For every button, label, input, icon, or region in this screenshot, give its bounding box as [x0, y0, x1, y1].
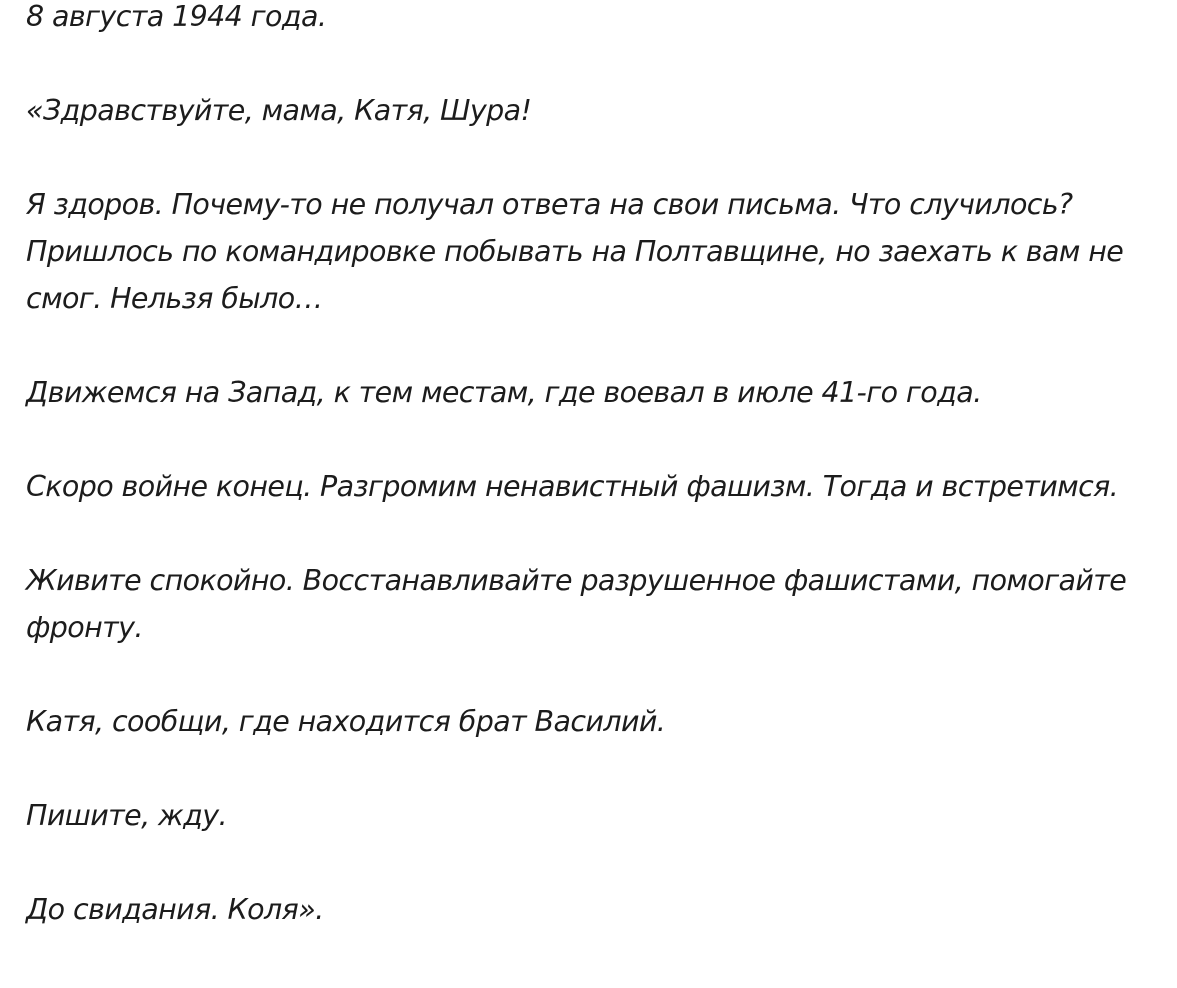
- letter-paragraph-movement: Движемся на Запад, к тем местам, где воевал в июле 41-го года.: [26, 376, 982, 409]
- letter-date: 8 августа 1944 года.: [26, 0, 327, 33]
- letter-paragraph-war-end: Скоро войне конец. Разгромим ненавистный фашизм. Тогда и встретимся.: [26, 470, 1119, 503]
- letter-paragraph-write: Пишите, жду.: [26, 799, 227, 832]
- letter-paragraph-advice: Живите спокойно. Восстанавливайте разрушенное фашистами, помогайте фронту.: [26, 564, 1127, 644]
- letter-greeting: «Здравствуйте, мама, Катя, Шура!: [26, 94, 532, 127]
- letter-text: [26, 0, 1166, 933]
- letter-paragraph-brother: Катя, сообщи, где находится брат Василий.: [26, 705, 666, 738]
- letter-signoff: До свидания. Коля».: [26, 893, 324, 926]
- letter-paragraph-health: Я здоров. Почему-то не получал ответа на свои письма. Что случилось? Пришлось по командировке побывать на Полтавщине, но заехать к вам не смог. Нельзя было…: [26, 188, 1124, 315]
